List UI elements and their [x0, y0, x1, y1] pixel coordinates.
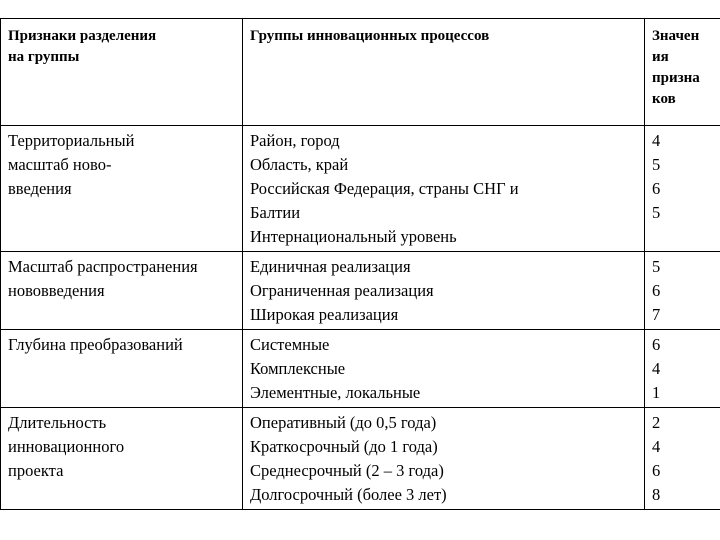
row-groups: Район, город Область, край Российская Федерация, страны СНГ и Балтии Интернациональный уровень [243, 126, 645, 252]
table-row [1, 330, 720, 408]
innovation-groups-table [0, 18, 720, 510]
row-groups: Системные Комплексные Элементные, локальные [243, 330, 645, 408]
row-criteria: Территориальный масштаб ново- введения [1, 126, 243, 252]
row-criteria: Масштаб распространения нововведения [1, 252, 243, 330]
row-values: 2 4 6 8 [645, 408, 720, 510]
header-values: Значен ия призна ков [645, 19, 720, 126]
header-groups: Группы инновационных процессов [243, 19, 645, 126]
row-criteria: Глубина преобразований [1, 330, 243, 408]
row-values: 5 6 7 [645, 252, 720, 330]
row-values: 6 4 1 [645, 330, 720, 408]
header-criteria: Признаки разделения на группы [1, 19, 243, 126]
table-header-row [1, 19, 720, 126]
table-row [1, 252, 720, 330]
row-groups: Оперативный (до 0,5 года) Краткосрочный (до 1 года) Среднесрочный (2 – 3 года) Долгосрочный (более 3 лет) [243, 408, 645, 510]
row-values: 4 5 6 5 [645, 126, 720, 252]
row-groups: Единичная реализация Ограниченная реализация Широкая реализация [243, 252, 645, 330]
table-row [1, 126, 720, 252]
row-criteria: Длительность инновационного проекта [1, 408, 243, 510]
table-row [1, 408, 720, 510]
